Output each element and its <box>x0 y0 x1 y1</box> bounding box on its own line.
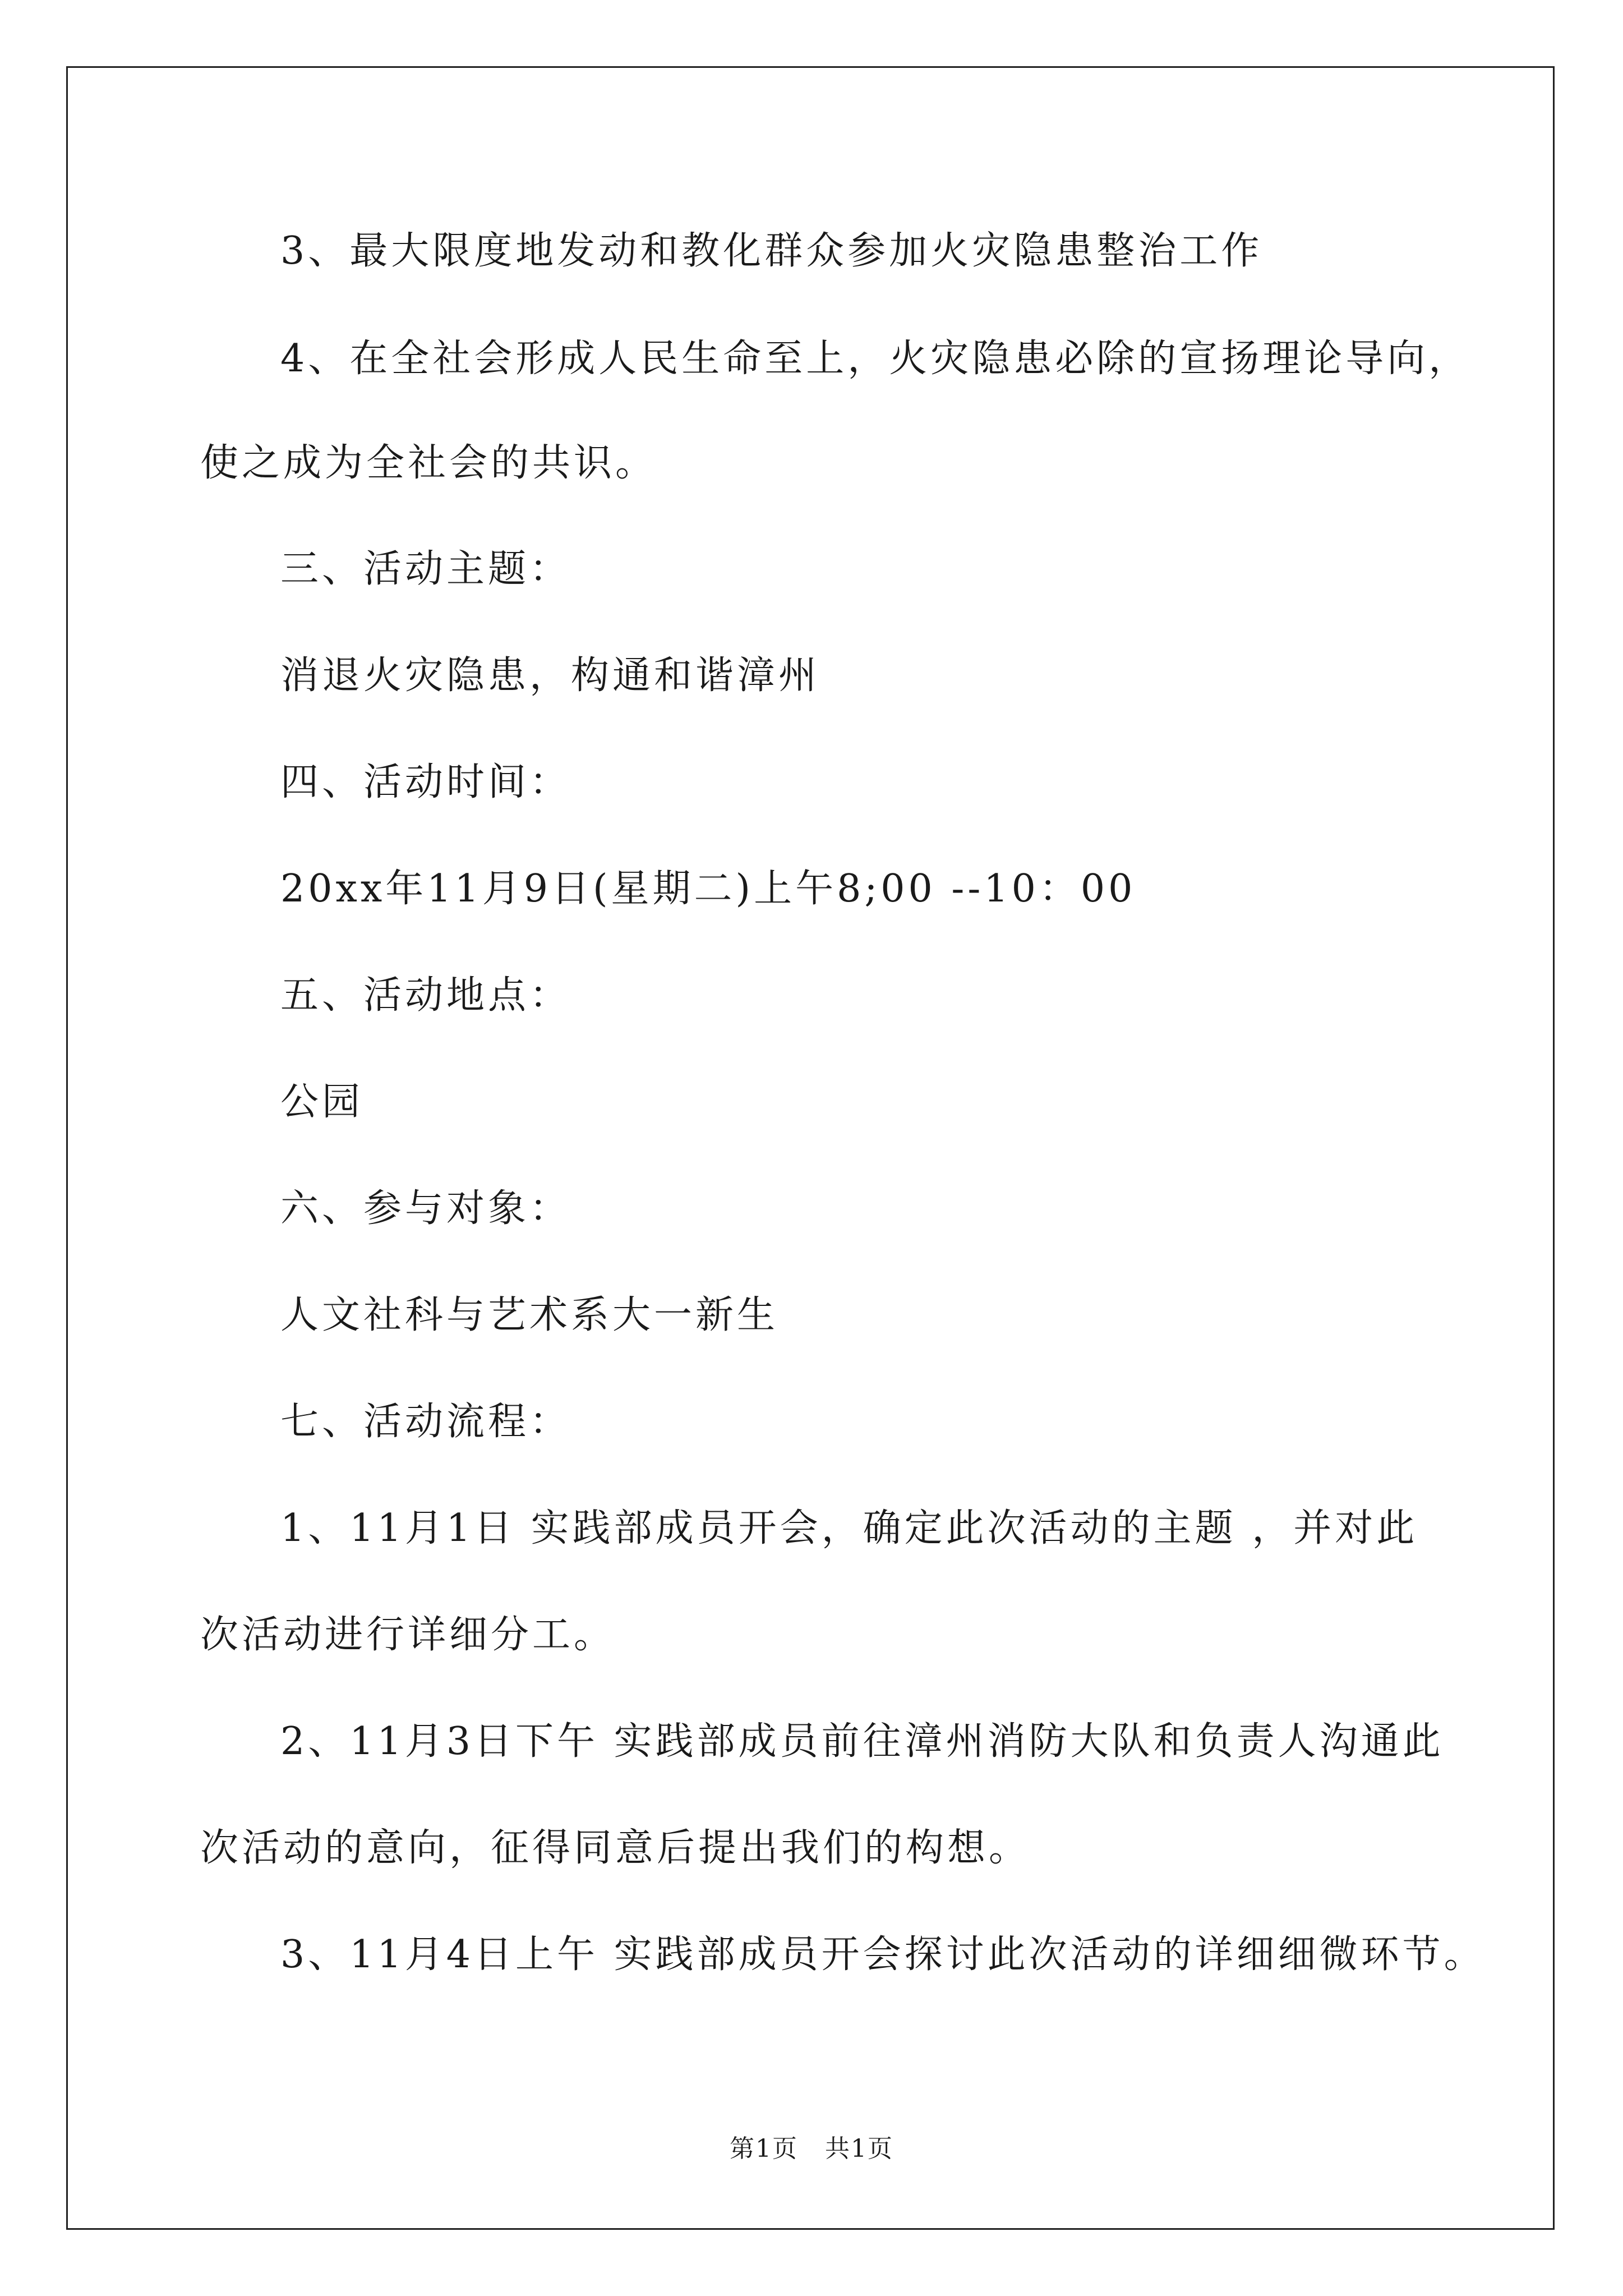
section-heading-process: 七、活动流程： <box>280 1400 571 1444</box>
process-step-1: 1、11月1日 实践部成员开会，确定此次活动的主题 ，并对此 <box>280 1506 1418 1550</box>
time-text: 20xx年11月9日(星期二)上午8;00 --10：00 <box>280 867 1136 911</box>
theme-text: 消退火灾隐患，构通和谐漳州 <box>280 654 820 698</box>
paragraph-item-4: 4、在全社会形成人民生命至上，火灾隐患必除的宣扬理论导向， <box>280 337 1470 381</box>
participants-text: 人文社科与艺术系大一新生 <box>280 1293 779 1337</box>
paragraph-item-4-continued: 使之成为全社会的共识。 <box>200 441 657 485</box>
page-footer: 第1页 共1页 <box>730 2134 893 2163</box>
paragraph-item-3: 3、最大限度地发动和教化群众参加火灾隐患整治工作 <box>280 229 1263 273</box>
section-heading-time: 四、活动时间： <box>280 760 571 804</box>
process-step-2: 2、11月3日下午 实践部成员前往漳州消防大队和负责人沟通此 <box>280 1719 1444 1764</box>
location-text: 公园 <box>280 1080 364 1124</box>
section-heading-participants: 六、参与对象： <box>280 1186 571 1231</box>
process-step-3: 3、11月4日上午 实践部成员开会探讨此次活动的详细细微环节。 <box>280 1932 1486 1977</box>
process-step-2-continued: 次活动的意向，征得同意后提出我们的构想。 <box>200 1826 1031 1870</box>
section-heading-theme: 三、活动主题： <box>280 547 571 591</box>
section-heading-location: 五、活动地点： <box>280 973 571 1018</box>
page-border <box>66 66 1555 2230</box>
process-step-1-continued: 次活动进行详细分工。 <box>200 1613 616 1657</box>
